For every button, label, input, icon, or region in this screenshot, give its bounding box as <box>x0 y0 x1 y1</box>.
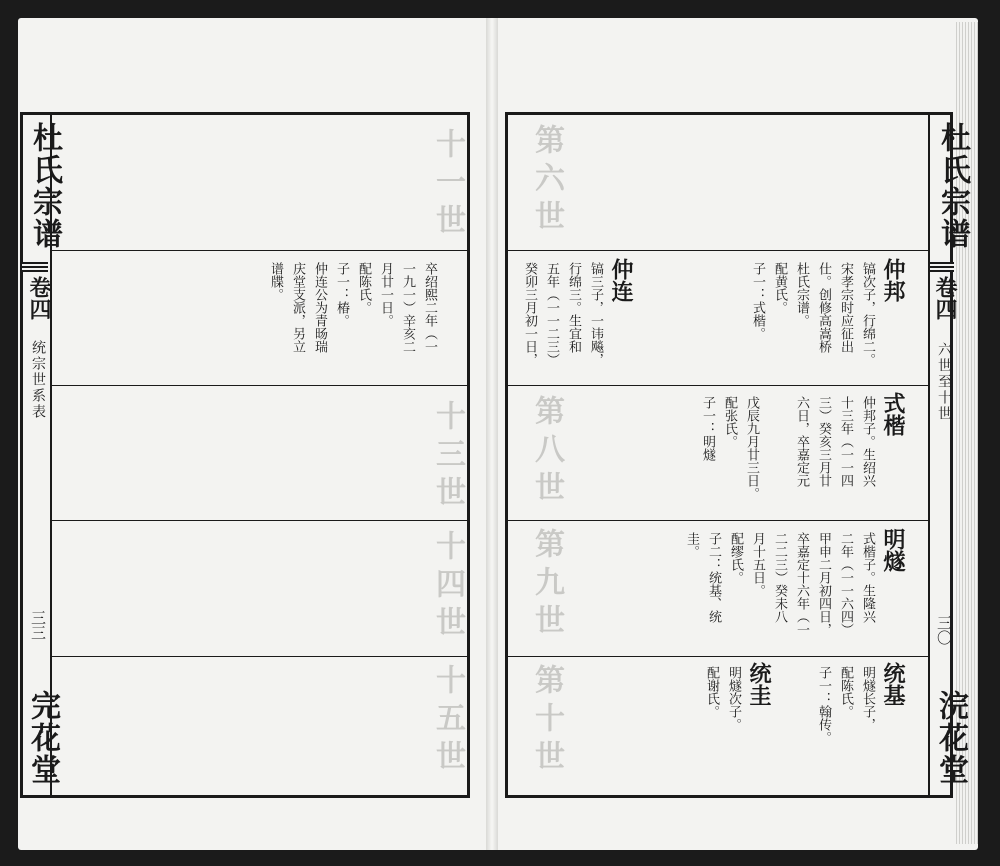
entry-line: 配谢氏。 <box>704 666 719 718</box>
generation-header: 十五世 <box>430 664 465 778</box>
entry-line: 明燧次子。 <box>726 666 741 731</box>
entry-line: 五年（一一二三） <box>544 262 559 366</box>
left-book-title: 杜氏宗谱 <box>27 122 62 250</box>
entry-line: 六日，卒嘉定元 <box>794 396 809 487</box>
left-row-divider <box>50 385 467 386</box>
right-volume: 卷四 <box>932 276 958 320</box>
book-gutter <box>486 18 498 850</box>
entry-line: 卒绍熙二年（一 <box>422 262 437 353</box>
entry-line: 杜氏宗谱。 <box>794 262 809 327</box>
left-row-divider <box>50 656 467 657</box>
entry-line: 仲连公为青旸瑞 <box>312 262 327 353</box>
entry-line: 行绵三。生宜和 <box>566 262 581 353</box>
generation-header: 十一世 <box>430 128 465 242</box>
entry-line: 谱牒。 <box>268 262 283 301</box>
right-hall-name: 浣花堂 <box>933 690 968 786</box>
person-name: 明燧 <box>880 528 906 572</box>
person-name: 仲邦 <box>880 258 906 302</box>
person-name: 式楷 <box>880 392 906 436</box>
entry-line: 仕。创修高嵩桥 <box>816 262 831 353</box>
entry-line: 月十五日。 <box>750 532 765 597</box>
entry-line: 配陈氏。 <box>838 666 853 718</box>
entry-line: 十三年（一一四 <box>838 396 853 487</box>
right-row-divider <box>508 520 928 521</box>
right-book-title: 杜氏宗谱 <box>935 122 970 250</box>
left-title-rule <box>22 262 48 272</box>
entry-line: 配黄氏。 <box>772 262 787 314</box>
right-row-divider <box>508 656 928 657</box>
generation-header: 十四世 <box>430 530 465 644</box>
entry-line: 戊辰九月廿三日。 <box>744 396 759 500</box>
right-row-divider <box>508 250 928 251</box>
entry-line: 圭。 <box>684 532 699 558</box>
entry-line: 子一：翰传。 <box>816 666 831 744</box>
person-name: 统基 <box>880 662 906 706</box>
generation-header: 第六世 <box>529 124 564 238</box>
entry-line: 配张氏。 <box>722 396 737 448</box>
entry-line: 明燧长子， <box>860 666 875 731</box>
entry-line: 子一：明燧 <box>700 396 715 461</box>
entry-line: 癸卯三月初一日， <box>522 262 537 366</box>
entry-line: 配缪氏。 <box>728 532 743 584</box>
entry-line: 庆堂支派，另立 <box>290 262 305 353</box>
entry-line: 甲申二月初四日， <box>816 532 831 636</box>
entry-line: 卒嘉定十六年（一 <box>794 532 809 636</box>
left-volume: 卷四 <box>26 276 52 320</box>
entry-line: 仲邦子。生绍兴 <box>860 396 875 487</box>
person-name: 仲连 <box>608 258 634 302</box>
entry-line: 一九一）辛亥二 <box>400 262 415 353</box>
right-title-rule <box>930 262 954 272</box>
left-hall-name: 完花堂 <box>25 690 60 786</box>
entry-line: 子一：椿。 <box>334 262 349 327</box>
right-page-number: 三〇 <box>935 615 953 645</box>
generation-header: 第八世 <box>529 395 564 509</box>
entry-line: 月廿一日。 <box>378 262 393 327</box>
entry-line: 三）癸亥三月廿 <box>816 396 831 487</box>
person-name: 统圭 <box>746 662 772 706</box>
generation-header: 第十世 <box>529 664 564 778</box>
entry-line: 镐三子，一讳飚， <box>588 262 603 366</box>
entry-line: 子二：统基、统 <box>706 532 721 623</box>
entry-line: 镐次子，行绵二。 <box>860 262 875 366</box>
entry-line: 二年（一一六四） <box>838 532 853 636</box>
entry-line: 式楷子。生隆兴 <box>860 532 875 623</box>
left-row-divider <box>50 250 467 251</box>
left-row-divider <box>50 520 467 521</box>
entry-line: 子一：式楷。 <box>750 262 765 340</box>
entry-line: 配陈氏。 <box>356 262 371 314</box>
left-table-frame <box>20 112 470 798</box>
entry-line: 二二三）癸未八 <box>772 532 787 623</box>
left-section-label: 统宗世系表 <box>30 340 46 420</box>
generation-header: 第九世 <box>529 528 564 642</box>
right-range-label: 六世至十世 <box>936 342 952 422</box>
generation-header: 十三世 <box>430 400 465 514</box>
left-page-number: 三三 <box>29 610 47 640</box>
right-row-divider <box>508 385 928 386</box>
entry-line: 宋孝宗时应征出 <box>838 262 853 353</box>
